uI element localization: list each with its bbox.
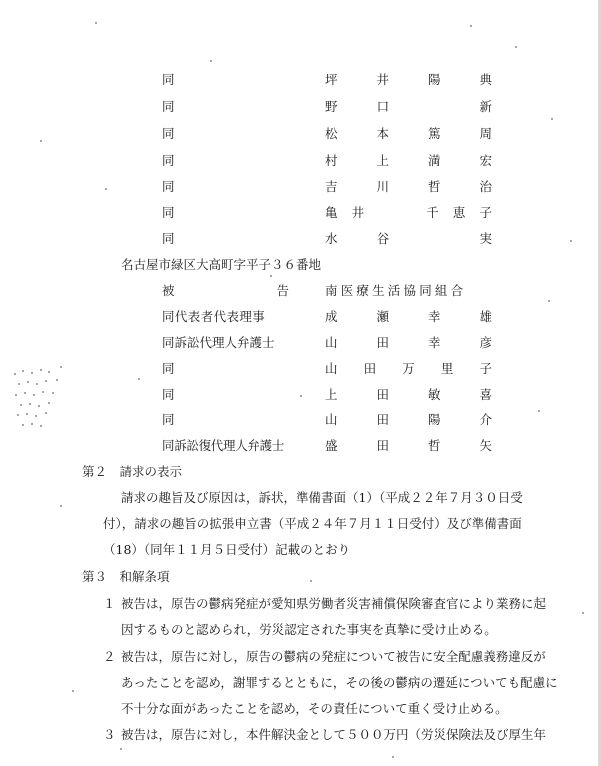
- attorney-role-3: 同: [162, 412, 175, 427]
- plaintiff-name-1: 坪 井 陽 典: [325, 72, 492, 87]
- plaintiff-role-4: 同: [162, 153, 175, 168]
- plaintiff-name-2: 野 口 新: [325, 99, 492, 114]
- attorney-name-3: 山 田 陽 介: [325, 412, 492, 427]
- plaintiff-role-7: 同: [162, 231, 175, 246]
- plaintiff-name-6: 亀 井 千 恵 子: [325, 205, 492, 220]
- section-3-heading: 第３ 和解条項: [82, 569, 170, 584]
- item-1-number: １: [103, 596, 116, 611]
- section-2-line-2: 付），請求の趣旨の拡張申立書（平成２４年７月１１日受付）及び準備書面: [103, 516, 522, 531]
- item-1-line-1: 被告は，原告の鬱病発症が愛知県労働者災害補償保険審査官により業務に起: [121, 596, 547, 611]
- representative-name: 成 瀬 幸 雄: [325, 309, 492, 324]
- item-2-line-3: 不十分な面があったことを認め，その責任について重く受け止める。: [121, 701, 508, 716]
- plaintiff-name-5: 吉 川 哲 治: [325, 179, 492, 194]
- plaintiff-role-3: 同: [162, 126, 175, 141]
- reinstated-attorney-role: 同訴訟復代理人弁護士: [162, 438, 285, 453]
- plaintiff-role-5: 同: [162, 179, 175, 194]
- defendant-name: 南医療生活協同組合: [325, 283, 467, 298]
- attorney-lead-name: 山 田 幸 彦: [325, 335, 492, 350]
- attorney-lead-role: 同訴訟代理人弁護士: [162, 335, 275, 350]
- item-2-line-1: 被告は，原告に対し，原告の鬱病の発症について被告に安全配慮義務違反が: [121, 649, 546, 664]
- section-2-line-3: （18）（同年１１月５日受付）記載のとおり: [103, 542, 351, 557]
- plaintiff-name-7: 水 谷 実: [325, 231, 492, 246]
- item-1-line-2: 因するものと認められ，労災認定された事実を真摯に受け止める。: [121, 622, 497, 637]
- representative-role: 同代表者代表理事: [162, 309, 266, 324]
- section-2-line-1: 請求の趣旨及び原因は，訴状，準備書面（1）（平成２２年７月３０日受: [121, 490, 523, 505]
- plaintiff-role-6: 同: [162, 205, 175, 220]
- plaintiff-name-4: 村 上 満 宏: [325, 153, 492, 168]
- defendant-address: 名古屋市緑区大高町字平子３６番地: [121, 257, 322, 272]
- item-3-number: ３: [103, 727, 116, 742]
- item-2-line-2: あったことを認め，謝罪するとともに，その後の鬱病の遷延についても配慮に: [121, 675, 558, 690]
- attorney-role-2: 同: [162, 387, 175, 402]
- plaintiff-role-2: 同: [162, 99, 175, 114]
- defendant-role: 被 告: [162, 283, 289, 298]
- item-3-line-1: 被告は，原告に対し，本件解決金として５００万円（労災保険法及び厚生年: [121, 727, 547, 742]
- attorney-role-1: 同: [162, 361, 175, 376]
- section-2-heading: 第２ 請求の表示: [82, 464, 183, 479]
- attorney-name-1: 山 田 万 里 子: [325, 361, 492, 376]
- attorney-name-2: 上 田 敏 喜: [325, 387, 492, 402]
- item-2-number: ２: [103, 649, 116, 664]
- plaintiff-role-1: 同: [162, 72, 175, 87]
- plaintiff-name-3: 松 本 篤 周: [325, 126, 492, 141]
- reinstated-attorney-name: 盛 田 哲 矢: [325, 438, 492, 453]
